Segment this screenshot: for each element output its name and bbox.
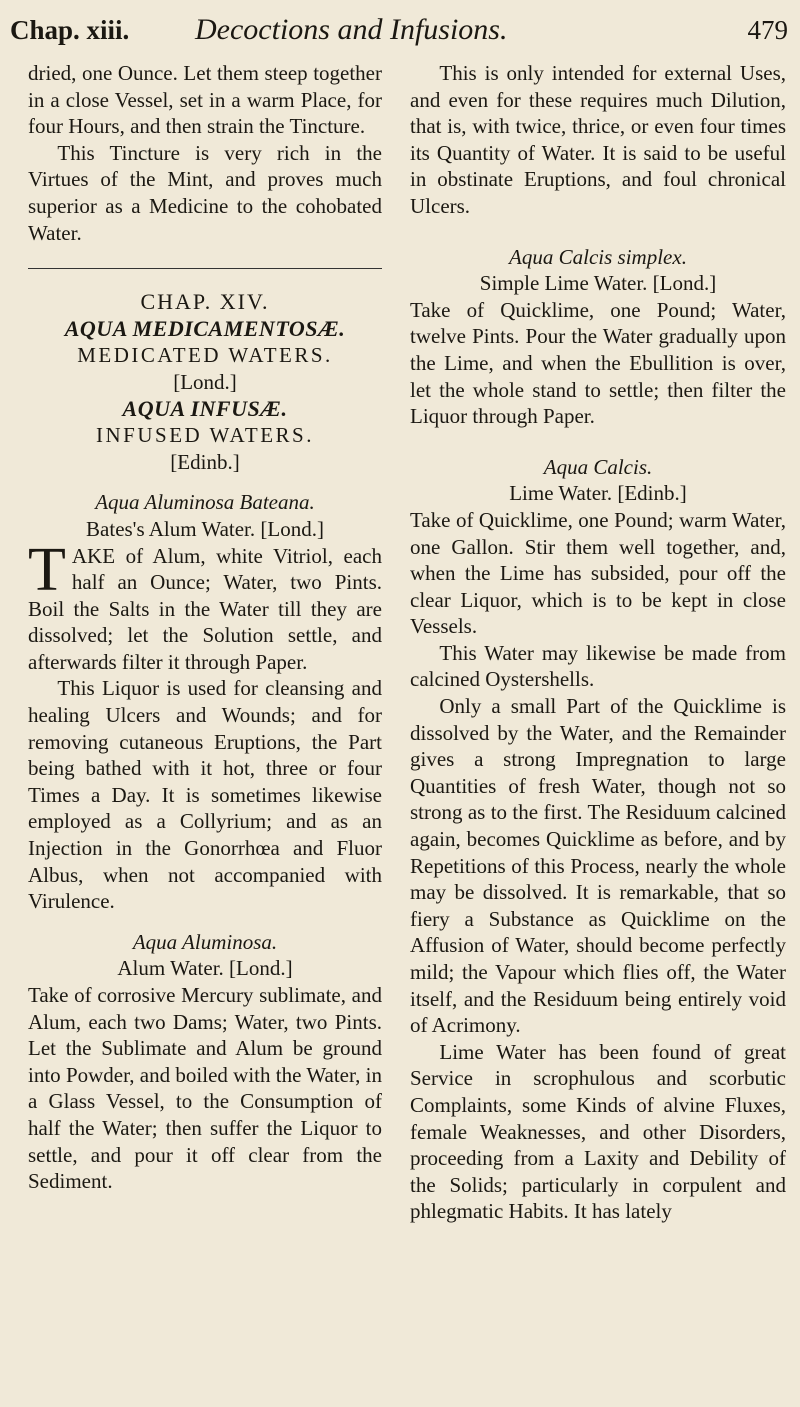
recipe-body: Take of Quicklime, one Pound; Water, twelve Pints. Pour the Water gradually upon the Lime, and when the Ebullition is over, let the whole stand to settle; then filter the Liquor through Paper. (410, 297, 786, 429)
pharmacopoeia-tag: [Edinb.] (170, 449, 240, 474)
paragraph: dried, one Ounce. Let them steep together in a close Vessel, set in a warm Place, for four Hours, and then strain the Tincture. (28, 61, 382, 139)
paragraph: This Water may likewise be made from calcined Oystershells. (410, 640, 786, 692)
paragraph: This Liquor is used for cleansing and healing Ulcers and Wounds; and for removing cutaneous Eruptions, the Part being bathed with it hot, three or four Times a Day. It is sometimes likewise employed as a Collyrium; and as an Injection in the Gonorrhœa and Fluor Albus, when not accompanied with Virulence. (28, 676, 382, 914)
page-number: 479 (747, 15, 788, 45)
recipe-subtitle: Simple Lime Water. [Lond.] (479, 271, 717, 296)
left-column (28, 60, 382, 1195)
section-heading: MEDICATED WATERS. (77, 343, 333, 368)
recipe-title: Aqua Calcis simplex. (509, 244, 687, 269)
section-heading: AQUA MEDICAMENTOSÆ. (64, 315, 346, 341)
running-title: Decoctions and Infusions. (195, 13, 508, 46)
recipe-subtitle: Alum Water. [Lond.] (117, 956, 293, 981)
chapter-label: Chap. xiii. (10, 15, 130, 45)
paragraph: Only a small Part of the Quicklime is dissolved by the Water, and the Remainder gives a strong Impregnation to large Quantities of fresh Water, though not so strong as to the first. The Residuum calcined again, becomes Quicklime as before, and by Repetitions of this Process, nearly the whole may be dissolved. It is remarkable, that so fiery a Substance as Quicklime on the Affusion of Water, should become perfectly mild; the Vapour which flies off, the Water itself, and the Residuum being entirely void of Acrimony. (410, 694, 786, 1038)
recipe-title: Aqua Aluminosa. (132, 929, 278, 954)
section-heading: AQUA INFUSÆ. (122, 395, 288, 421)
recipe-body: TAKE of Alum, white Vitriol, each half an Ounce; Water, two Pints. Boil the Salts in the Water till they are dissolved; let the Solution settle, and afterwards filter it through Paper. (28, 535, 382, 674)
recipe-title: Aqua Aluminosa Bateana. (95, 490, 315, 515)
drop-cap: T (28, 535, 66, 604)
section-divider (28, 268, 382, 269)
paragraph: This is only intended for external Uses, and even for these requires much Dilution, that is, with twice, thrice, or even four times its Quantity of Water. It is said to be useful in obstinate Eruptions, and foul chronical Ulcers. (410, 61, 786, 218)
chapter-heading: CHAP. XIV. (140, 289, 270, 315)
recipe-body: Take of corrosive Mercury sublimate, and Alum, each two Dams; Water, two Pints. Let the Sublimate and Alum be ground into Powder, and boiled with the Water, in a Glass Vessel, to the Consumption of half the Water; then suffer the Liquor to settle, and pour it off clear from the Sediment. (28, 983, 382, 1194)
recipe-subtitle: Bates's Alum Water. [Lond.] (86, 516, 324, 541)
recipe-title: Aqua Calcis. (543, 454, 653, 479)
recipe-body: Take of Quicklime, one Pound; warm Water, one Gallon. Stir them well together, and, when the Lime has subsided, pour off the clear Liquor, which is to be kept in close Vessels. (410, 507, 786, 639)
paragraph: This Tincture is very rich in the Virtues of the Mint, and proves much superior as a Medicine to the cohobated Water. (28, 140, 382, 245)
section-heading: INFUSED WATERS. (96, 423, 314, 448)
recipe-subtitle: Lime Water. [Edinb.] (509, 481, 687, 506)
paragraph: Lime Water has been found of great Service in scrophulous and scorbutic Complaints, some Kinds of alvine Fluxes, female Weaknesses, and other Disorders, proceeding from a Laxity and Debility of the Solids; particularly in corpulent and phlegmatic Habits. It has lately (410, 1039, 786, 1224)
right-column (410, 60, 786, 1225)
pharmacopoeia-tag: [Lond.] (173, 369, 237, 394)
running-header (10, 8, 788, 52)
